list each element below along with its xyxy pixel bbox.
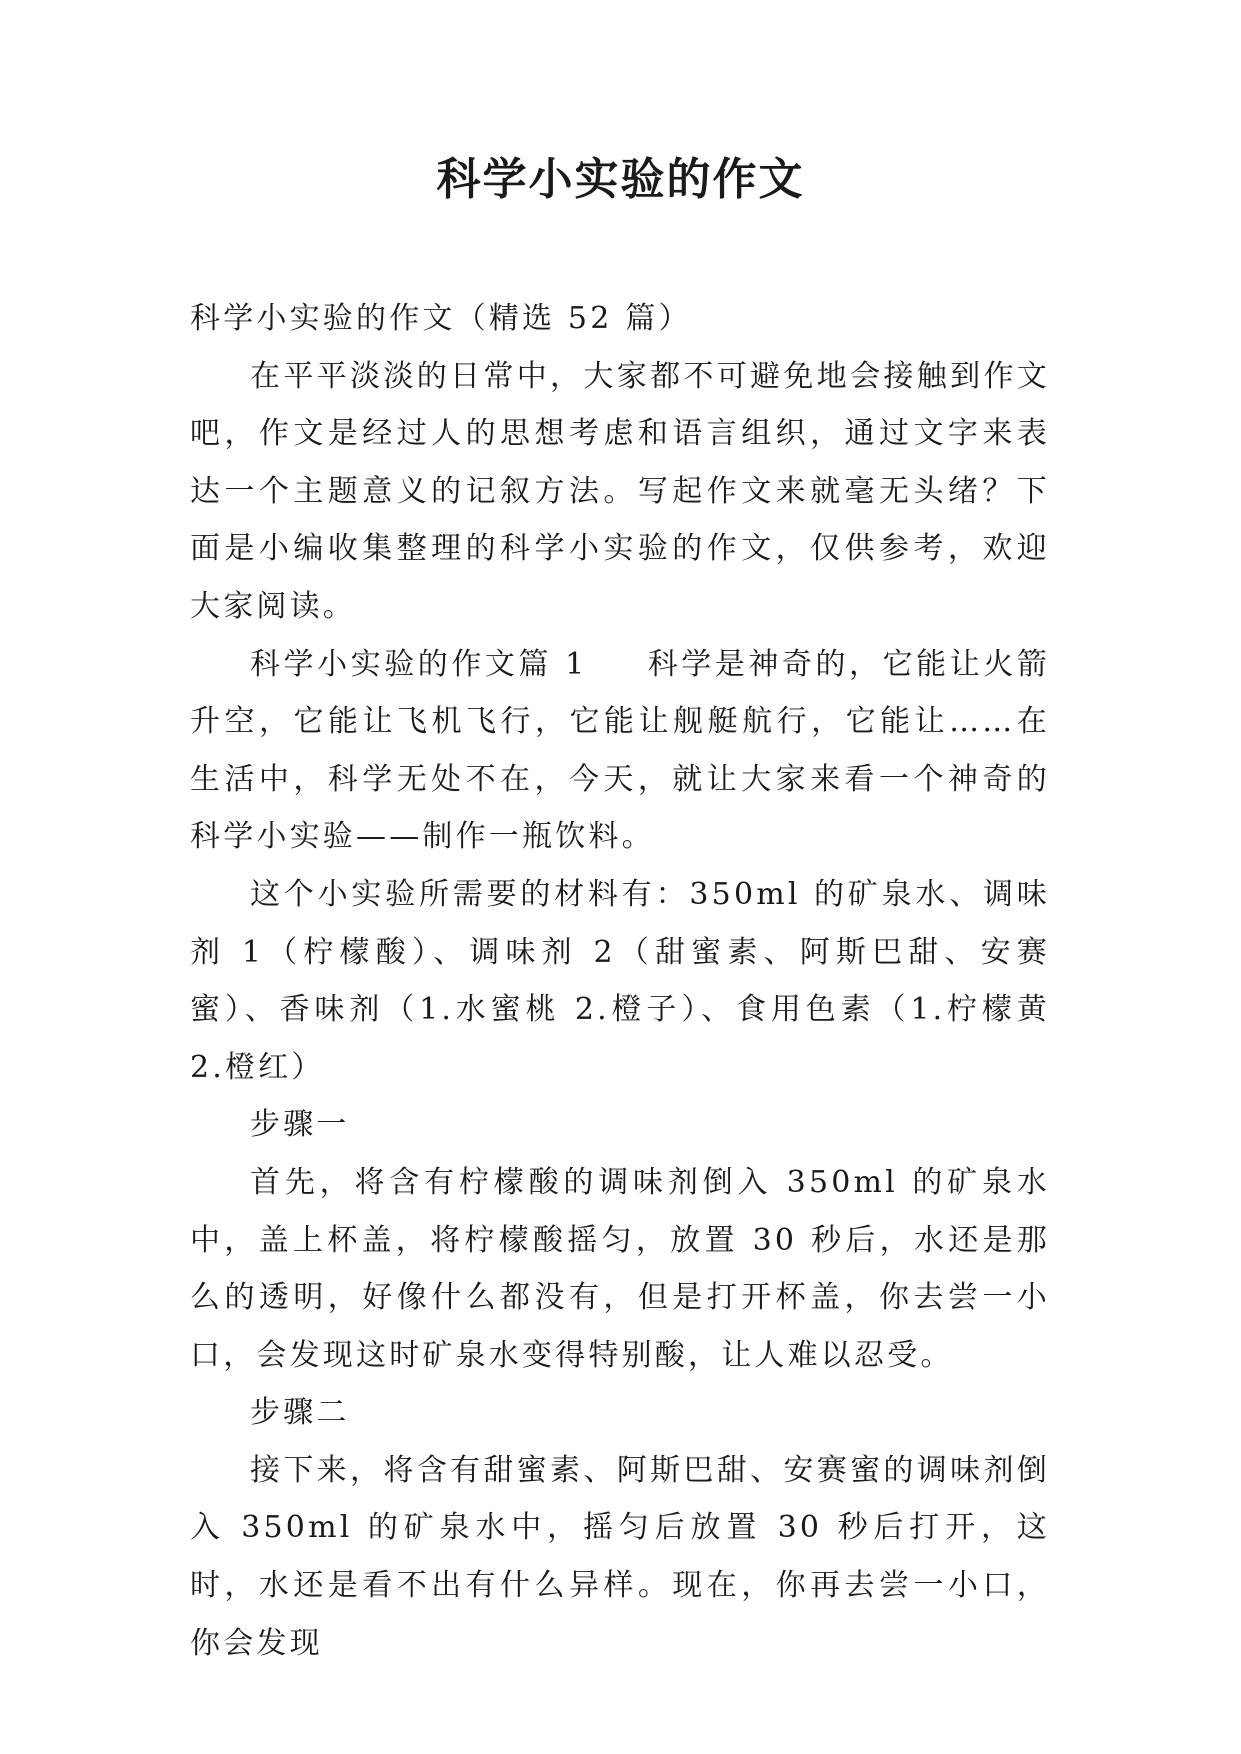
document-title: 科学小实验的作文 — [436, 154, 805, 205]
materials-paragraph: 这个小实验所需要的材料有：350ml 的矿泉水、调味剂 1（柠檬酸）、调味剂 2（甜蜜素、阿斯巴甜、安赛蜜）、香味剂（1.水蜜桃 2.橙子）、食用色素（1.柠檬黄 2.橙红） — [190, 876, 1050, 1085]
document-subtitle: 科学小实验的作文（精选 52 篇） — [190, 301, 692, 336]
document-body — [190, 290, 1050, 1672]
section1-paragraph — [190, 636, 1050, 866]
step2-paragraph: 接下来，将含有甜蜜素、阿斯巴甜、安赛蜜的调味剂倒入 350ml 的矿泉水中，摇匀后放置 30 秒后打开，这时，水还是看不出有什么异样。现在，你再去尝一小口，你会发现 — [190, 1452, 1050, 1661]
step2-heading: 步骤二 — [250, 1395, 350, 1431]
step1-paragraph: 首先，将含有柠檬酸的调味剂倒入 350ml 的矿泉水中，盖上杯盖，将柠檬酸摇匀，放置 30 秒后，水还是那么的透明，好像什么都没有，但是打开杯盖，你去尝一小口，会发现这时矿泉水变得特别酸，让人难以忍受。 — [190, 1164, 1050, 1373]
section1-text: 科学是神奇的，它能让火箭升空，它能让飞机飞行，它能让舰艇航行，它能让……在生活中，科学无处不在，今天，就让大家来看一个神奇的科学小实验——制作一瓶饮料。 — [190, 646, 1050, 855]
intro-paragraph: 在平平淡淡的日常中，大家都不可避免地会接触到作文吧，作文是经过人的思想考虑和语言组织，通过文字来表达一个主题意义的记叙方法。写起作文来就毫无头绪？下面是小编收集整理的科学小实验的作文，仅供参考，欢迎大家阅读。 — [190, 358, 1050, 624]
section1-heading: 科学小实验的作文篇 1 — [250, 646, 588, 682]
step1-heading: 步骤一 — [250, 1107, 350, 1143]
